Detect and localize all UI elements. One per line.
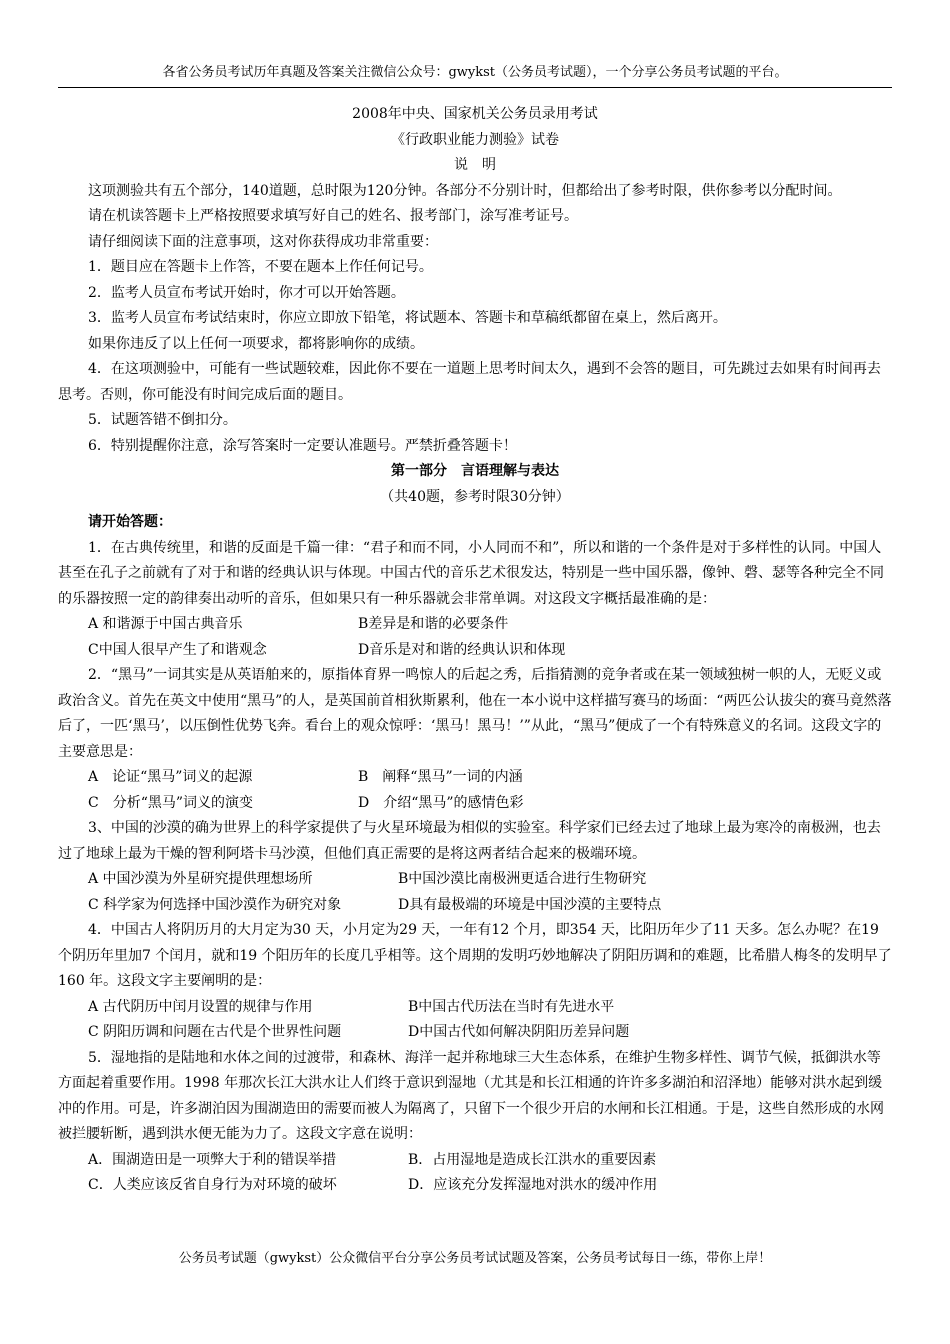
option-d: D 介绍“黑马”的感情色彩	[358, 794, 524, 811]
option-d: D．应该充分发挥湿地对洪水的缓冲作用	[408, 1177, 658, 1193]
option-row	[58, 995, 892, 1021]
option-a: A 论证“黑马”词义的起源	[88, 769, 253, 785]
option-b: B中国沙漠比南极洲更适合进行生物研究	[398, 871, 647, 887]
option-d: D音乐是对和谐的经典认识和体现	[358, 641, 566, 658]
option-c: C 分析“黑马”词义的演变	[88, 794, 254, 811]
question-text: 5．湿地指的是陆地和水体之间的过渡带，和森林、海洋一起并称地球三大生态体系，在维护生物多样性、调节气候，抵御洪水等方面起着重要作用。1998 年那次长江大洪水让人们终于意识到湿地（尤其是和长江相通的许许多多湖泊和沼泽地）能够对洪水起到缓冲的作用。可是，许多湖泊因为围湖造田的需要而被人为隔离了，只留下一个很少开启的水闸和长江相通。于是，这些自然形成的水网被拦腰斩断，遇到洪水便无能为力了。这段文字意在说明：	[58, 1049, 884, 1142]
question-text: 2．“黑马”一词其实是从英语舶来的，原指体育界一鸣惊人的后起之秀，后指猜测的竞争者或在某一领域独树一帜的人，无贬义或政治含义。首先在英文中使用“黑马”的人，是英国前首相狄斯累利，他在一本小说中这样描写赛马的场面：“两匹公认拔尖的赛马竟然落后了，一匹‘黑马’，以压倒性优势飞奔。看台上的观众惊呼：‘黑马！黑马！’”从此，“黑马”便成了一个有特殊意义的名词。这段文字的主要意思是：	[58, 667, 892, 760]
page-header: 各省公务员考试历年真题及答案关注微信公众号：gwykst（公务员考试题），一个分享公务员考试题的平台。	[58, 64, 892, 88]
question-text: 1．在古典传统里，和谐的反面是千篇一律：“君子和而不同，小人同而不和”，所以和谐的一个条件是对于多样性的认同。中国人甚至在孔子之前就有了对于和谐的经典认识与体现。中国古代的音乐艺术很发达，特别是一些中国乐器，像钟、磬、瑟等各种完全不同的乐器按照一定的韵律奏出动听的音乐，但如果只有一种乐器就会非常单调。对这段文字概括最准确的是：	[58, 539, 884, 607]
option-a: A 中国沙漠为外星研究提供理想场所	[88, 871, 313, 887]
option-a: A 古代阴历中闰月设置的规律与作用	[88, 998, 313, 1015]
option-b: B．占用湿地是造成长江洪水的重要因素	[408, 1151, 657, 1168]
option-row	[58, 765, 892, 791]
exam-title: 2008年中央、国家机关公务员录用考试	[352, 106, 598, 122]
instruction: 请仔细阅读下面的注意事项，这对你获得成功非常重要：	[88, 233, 438, 250]
option-a: A．围湖造田是一项弊大于利的错误举措	[88, 1151, 337, 1168]
option-c: C．人类应该反省自身行为对环境的破坏	[88, 1177, 337, 1193]
question-text: 3、中国的沙漠的确为世界上的科学家提供了与火星环境最为相似的实验室。科学家们已经去过了地球上最为寒冷的南极洲，也去过了地球上最为干燥的智利阿塔卡马沙漠，但他们真正需要的是将这两者结合起来的极端环境。	[58, 820, 881, 862]
option-c: C中国人很早产生了和谐观念	[88, 641, 267, 658]
option-c: C 阴阳历调和问题在古代是个世界性问题	[88, 1024, 342, 1040]
part-title: 第一部分 言语理解与表达	[391, 463, 559, 479]
exam-subtitle: 《行政职业能力测验》试卷	[391, 131, 559, 148]
option-row	[58, 1020, 892, 1046]
start-label: 请开始答题：	[88, 514, 172, 530]
section-title: 说 明	[454, 157, 496, 173]
option-d: D具有最极端的环境是中国沙漠的主要特点	[398, 896, 662, 913]
part-note: （共40题，参考时限30分钟）	[380, 488, 570, 505]
question-text: 4．中国古人将阴历月的大月定为30 天，小月定为29 天，一年有12 个月，即354 天，比阳历年少了11 天多。怎么办呢？在19 个阴历年里加7 个闰月，就和19 个阳历年的长度几乎相等。这个周期的发明巧妙地解决了阴阳历调和的难题，比希腊人梅冬的发明早了160 年。这段文字主要阐明的是：	[58, 922, 892, 989]
instruction: 2．监考人员宣布考试开始时，你才可以开始答题。	[88, 284, 405, 301]
instruction: 4．在这项测验中，可能有一些试题较难，因此你不要在一道题上思考时间太久，遇到不会答的题目，可先跳过去如果有时间再去思考。否则，你可能没有时间完成后面的题目。	[58, 361, 881, 403]
page-footer: 公务员考试题（gwykst）公众微信平台分享公务员考试试题及答案，公务员考试每日一练，带你上岸！	[178, 1251, 772, 1266]
instruction: 这项测验共有五个部分，140道题，总时限为120分钟。各部分不分别计时，但都给出了参考时限，供你参考以分配时间。	[88, 182, 842, 199]
instruction: 请在机读答题卡上严格按照要求填写好自己的姓名、报考部门，涂写准考证号。	[88, 208, 578, 224]
instruction: 6．特别提醒你注意，涂写答案时一定要认准题号。严禁折叠答题卡！	[88, 437, 517, 454]
instruction: 5．试题答错不倒扣分。	[88, 412, 237, 428]
option-row	[58, 1148, 892, 1174]
instruction: 1．题目应在答题卡上作答，不要在题本上作任何记号。	[88, 259, 433, 275]
instruction: 3．监考人员宣布考试结束时，你应立即放下铅笔，将试题本、答题卡和草稿纸都留在桌上，然后离开。	[88, 310, 727, 326]
option-b: B中国古代历法在当时有先进水平	[408, 998, 615, 1015]
option-c: C 科学家为何选择中国沙漠作为研究对象	[88, 896, 342, 913]
option-b: B 阐释“黑马”一词的内涵	[358, 769, 523, 785]
instruction: 如果你违反了以上任何一项要求，都将影响你的成绩。	[88, 335, 424, 352]
option-row	[58, 612, 892, 638]
option-row	[58, 791, 892, 817]
option-row	[58, 1173, 892, 1199]
document-body	[58, 102, 892, 1199]
option-b: B差异是和谐的必要条件	[358, 616, 509, 632]
option-row	[58, 867, 892, 893]
option-d: D中国古代如何解决阴阳历差异问题	[408, 1024, 630, 1040]
option-row	[58, 893, 892, 919]
option-row	[58, 638, 892, 664]
option-a: A 和谐源于中国古典音乐	[88, 616, 243, 632]
